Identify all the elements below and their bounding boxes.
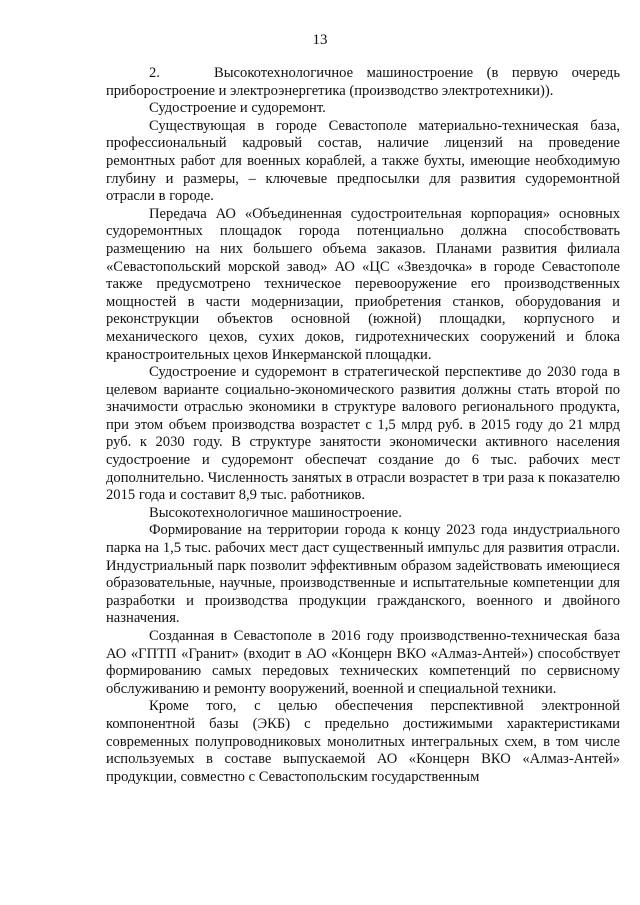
item-text: Высокотехнологичное машиностроение (в первую очередь приборостроение и электроэнергетика (производство электротехники)). [106,65,620,99]
item-number: 2. [149,65,160,81]
section-heading-machine-building: Высокотехнологичное машиностроение. [149,504,402,521]
numbered-item-2 [106,65,620,100]
paragraph: Созданная в Севастополе в 2016 году производственно-техническая база АО «ГПТП «Гранит» (входит в АО «Концерн ВКО «Алмаз-Антей») способствует формированию самых передовых технических компетенций по сервисному обслуживанию и ремонту вооружений, военной и специальной техники. [106,628,620,697]
paragraph: Передача АО «Объединенная судостроительная корпорация» основных судоремонтных площадок города потенциально должна способствовать размещению на них большего объема заказов. Планами развития филиала «Севастопольский морской завод» АО «ЦС «Звездочка» в городе Севастополе также предусмотрено техническое перевооружение его производственных мощностей в части модернизации, приобретения станков, оборудования и реконструкции объектов основной (южной) площадки, корпусного и механического цехов, сухих доков, гидротехнических сооружений и блока краностроительных цехов Инкерманской площадки. [106,205,620,363]
paragraph: Формирование на территории города к концу 2023 года индустриального парка на 1,5 тыс. рабочих мест даст существенный импульс для развития отрасли. Индустриальный парк позволит эффективным образом задействовать имеющиеся образовательные, научные, производственные и испытательные компетенции для разработки и производства продукции гражданского, военного и двойного назначения. [106,522,620,627]
page-number: 13 [312,32,328,48]
paragraph: Кроме того, с целью обеспечения перспективной электронной компонентной базы (ЭКБ) с предельно достижимыми характеристиками современных полупроводниковых монолитных интегральных схем, в том числе используемых в составе выпускаемой АО «Концерн ВКО «Алмаз-Антей» продукции, совместно с Севастопольским государственным [106,698,620,785]
section-heading-shipbuilding: Судостроение и судоремонт. [149,100,326,117]
paragraph: Существующая в городе Севастополе материально-техническая база, профессиональный кадровый состав, наличие лицензий на проведение ремонтных работ для военных кораблей, а также бухты, имеющие необходимую глубину и размеры, – ключевые предпосылки для развития судоремонтной отрасли в городе. [106,117,620,205]
paragraph: Судостроение и судоремонт в стратегической перспективе до 2030 года в целевом варианте социально-экономического развития должны стать второй по значимости отраслью экономики в структуре валового регионального продукта, при этом объем производства возрастет с 1,5 млрд руб. в 2015 году до 21 млрд руб. к 2030 году. В структуре занятости экономически активного населения судостроение и судоремонт обеспечат создание до 6 тыс. рабочих мест дополнительно. Численность занятых в отрасли возрастет в три раза к показателю 2015 года и составит 8,9 тыс. работников. [106,364,620,504]
document-body [106,65,620,786]
